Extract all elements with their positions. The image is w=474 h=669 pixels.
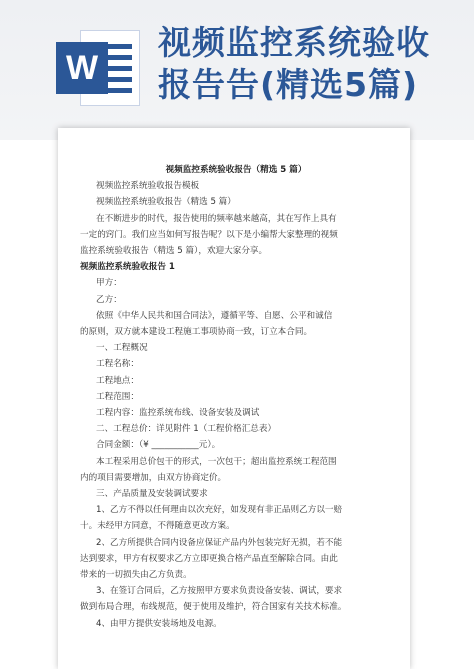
item-2-line-2: 达到要求，甲方有权要求乙方立即更换合格产品直至解除合同。由此 [80,553,338,564]
item-2-line-3: 带来的一切损失由乙方负责。 [80,570,192,581]
item-4: 4、由甲方提供安装场地及电源。 [96,618,222,629]
item-3-line-2: 做到布局合理，布线规范，便于使用及维护，符合国家有关技术标准。 [80,602,347,613]
project-scope: 工程范围： [96,391,139,402]
project-content: 工程内容：监控系统布线、设备安装及调试 [96,408,260,419]
item-1-line-2: 十。未经甲方同意，不得随意更改方案。 [80,521,235,532]
paragraph-2-line-1: 依照《中华人民共和国合同法》，遵循平等、自愿、公平和诚信 [96,310,333,321]
contract-amount: 合同金额：（¥ ___________元）。 [96,440,221,451]
project-site: 工程地点： [96,375,139,386]
intro-line-1: 视频监控系统验收报告模板 [96,181,200,192]
item-1-line-1: 1、乙方不得以任何理由以次充好，如发现有非正品则乙方以一赔 [96,505,343,516]
word-document-icon [56,30,140,106]
paragraph-3-line-1: 本工程采用总价包干的形式，一次包干；超出监控系统工程范围 [96,456,337,467]
paragraph-2-line-2: 的原则，双方就本建设工程施工事项协商一致，订立本合同。 [80,327,313,338]
party-b: 乙方： [96,294,122,305]
heading-total-price: 二、工程总价：详见附件 1（工程价格汇总表） [96,424,277,435]
document-content [80,162,392,632]
paragraph-1-line-2: 一定的窍门。我们应当如何写报告呢？以下是小编帮大家整理的视频 [80,229,338,240]
party-a: 甲方： [96,278,122,289]
banner-title-line-2: 报告告(精选5篇) [158,65,419,104]
document-title: 视频监控系统验收报告（精选 5 篇） [165,165,307,175]
item-3-line-1: 3、在签订合同后，乙方按照甲方要求负责设备安装、调试，要求 [96,586,343,597]
paragraph-3-line-2: 内的项目需要增加，由双方协商定价。 [80,472,227,483]
heading-quality: 三、产品质量及安装调试要求 [96,489,208,500]
heading-project-overview: 一、工程概况 [96,343,148,354]
paragraph-1-line-3: 监控系统验收报告（精选 5 篇），欢迎大家分享。 [80,246,268,257]
project-name: 工程名称： [96,359,139,370]
banner-title-line-1: 视频监控系统验收 [158,23,430,62]
item-2-line-1: 2、乙方所提供合同内设备应保证产品内外包装完好无损，若不能 [96,537,343,548]
word-badge: W [56,42,108,94]
intro-line-2: 视频监控系统验收报告（精选 5 篇） [96,197,236,208]
section-heading-1: 视频监控系统验收报告 1 [80,262,175,273]
banner-title [158,22,458,106]
paragraph-1-line-1: 在不断进步的时代，报告使用的频率越来越高，其在写作上具有 [96,213,337,224]
document-page [58,128,410,669]
